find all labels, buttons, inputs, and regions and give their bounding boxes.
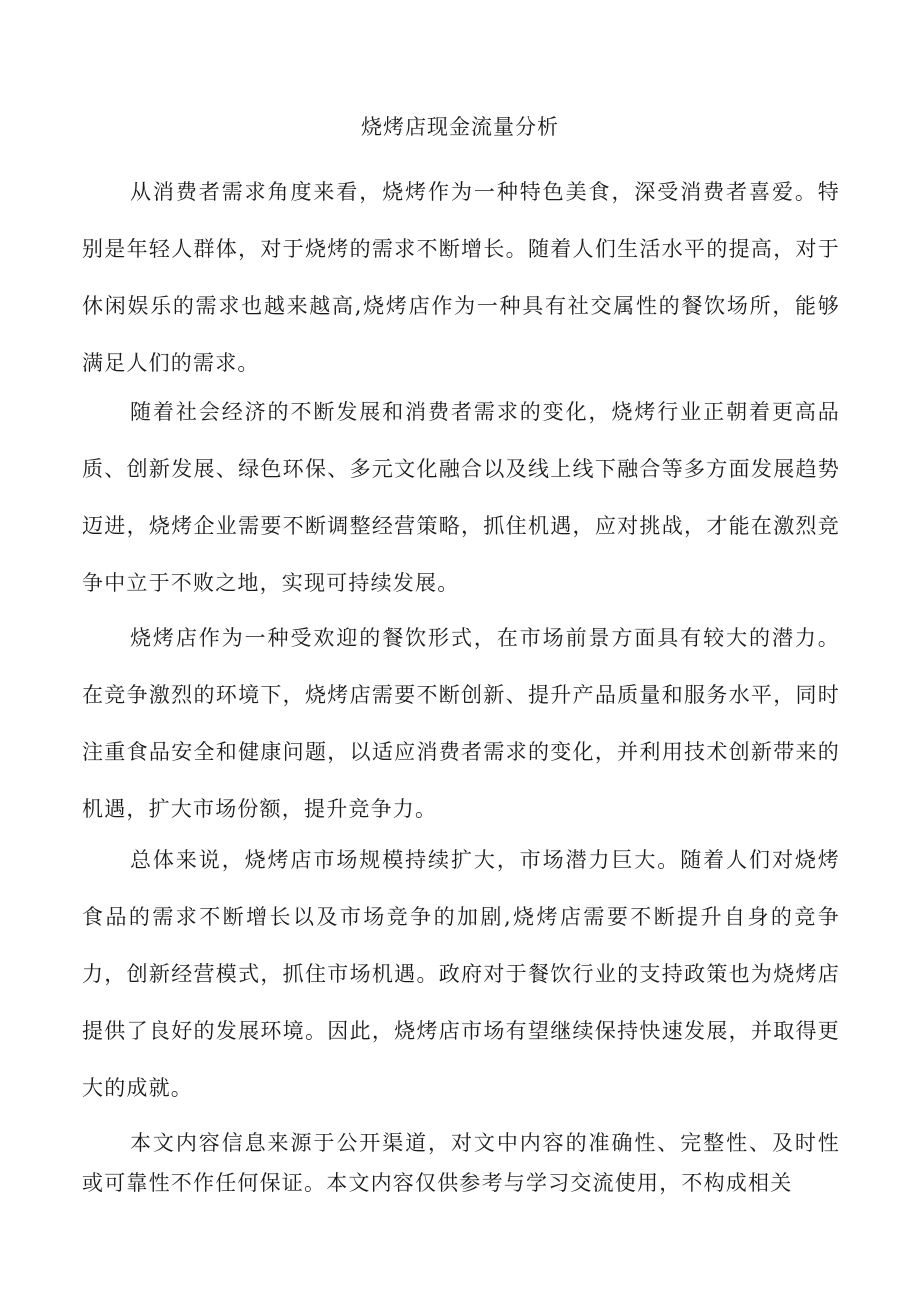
- paragraph-industry-trends: 随着社会经济的不断发展和消费者需求的变化，烧烤行业正朝着更高品质、创新发展、绿色环保、多元文化融合以及线上线下融合等多方面发展趋势迈进，烧烤企业需要不断调整经营策略，抓住机遇，应对挑战，才能在激烈竞争中立于不败之地，实现可持续发展。: [82, 400, 840, 595]
- paragraph-summary: 总体来说，烧烤店市场规模持续扩大，市场潜力巨大。随着人们对烧烤食品的需求不断增长以及市场竞争的加剧,烧烤店需要不断提升自身的竞争力，创新经营模式，抓住市场机遇。政府对于餐饮行业的支持政策也为烧烤店提供了良好的发展环境。因此，烧烤店市场有望继续保持快速发展，并取得更大的成就。: [82, 848, 840, 1100]
- paragraph-consumer-demand: 从消费者需求角度来看，烧烤作为一种特色美食，深受消费者喜爱。特别是年轻人群体，对于烧烤的需求不断增长。随着人们生活水平的提高，对于休闲娱乐的需求也越来越高,烧烤店作为一种具有社交属性的餐饮场所，能够满足人们的需求。: [82, 180, 840, 375]
- document-title: 烧烤店现金流量分析: [361, 115, 559, 139]
- paragraph-disclaimer: 本文内容信息来源于公开渠道，对文中内容的准确性、完整性、及时性或可靠性不作任何保证。本文内容仅供参考与学习交流使用，不构成相关: [82, 1131, 840, 1195]
- paragraph-market-prospects: 烧烤店作为一种受欢迎的餐饮形式，在市场前景方面具有较大的潜力。在竞争激烈的环境下，烧烤店需要不断创新、提升产品质量和服务水平，同时注重食品安全和健康问题，以适应消费者需求的变化，并利用技术创新带来的机遇，扩大市场份额，提升竞争力。: [82, 626, 840, 821]
